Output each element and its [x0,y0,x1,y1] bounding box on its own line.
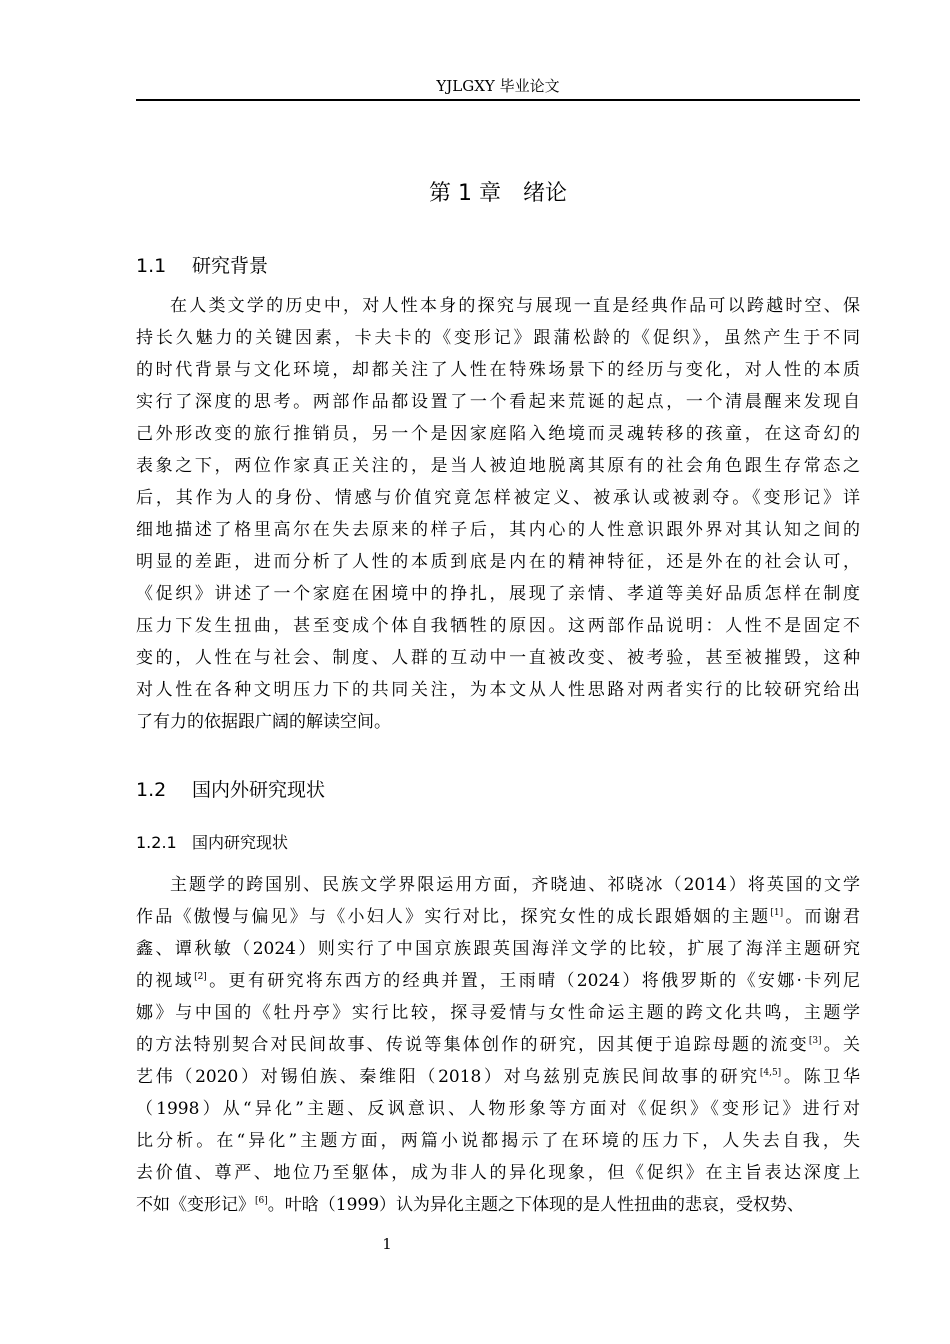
text-line: 在人类文学的历史中，对人性本身的探究与展现一直是经典作品可以跨越时空、保 [170,296,860,316]
text-line: 了有力的依据跟广阔的解读空间。 [136,712,391,732]
text-line [136,1157,860,1189]
text-line: 对人性在各种文明压力下的共同关注，为本文从人性思路对两者实行的比较研究给出 [136,680,860,700]
line-text-after: 。叶晗（1999）认为异化主题之下体现的是人性扭曲的悲哀，受权势、 [267,1195,805,1215]
section-heading-1-2 [136,776,325,804]
text-line [136,997,860,1029]
text-line: 《促织》讲述了一个家庭在困境中的挣扎，展现了亲情、孝道等美好品质怎样在制度 [136,584,860,604]
subsection-heading-1-2-1 [136,831,288,855]
text-line [136,933,860,965]
subsection-number: 1.2.1 [136,833,177,852]
line-text: 的视域 [136,971,195,991]
text-line [136,1125,860,1157]
citation-ref: [1] [770,908,784,918]
text-line: 压力下发生扭曲，甚至变成个体自我牺牲的原因。这两部作品说明：人性不是固定不 [136,616,860,636]
line-text: 去价值、尊严、地位乃至躯体，成为非人的异化现象，但《促织》在主旨表达深度上 [136,1163,860,1183]
text-line [136,869,860,901]
section-title: 研究背景 [192,255,269,277]
section-title: 国内外研究现状 [192,779,326,801]
section-number: 1.1 [136,255,167,277]
text-line [136,1061,860,1093]
chapter-name: 绪论 [522,181,567,206]
line-text: 作品《傲慢与偏见》与《小妇人》实行对比，探究女性的成长跟婚姻的主题 [136,907,771,927]
subsection-title: 国内研究现状 [192,833,289,852]
header-rule [136,99,860,101]
chapter-title [136,178,860,210]
page-number: 1 [382,1235,392,1253]
citation-ref: [4,5] [759,1068,782,1078]
citation-ref: [6] [255,1196,268,1206]
paragraph-research-background [136,290,860,738]
text-line [136,901,860,933]
line-text: （1998）从“异化”主题、反讽意识、人物形象等方面对《促织》《变形记》进行对 [136,1099,860,1119]
line-text: 娜》与中国的《牡丹亭》实行比较，探寻爱情与女性命运主题的跨文化共鸣，主题学 [136,1003,860,1023]
text-line: 己外形改变的旅行推销员，另一个是因家庭陷入绝境而灵魂转移的孩童，在这奇幻的 [136,424,860,444]
text-line [136,965,860,997]
line-text: 不如《变形记》 [136,1195,255,1215]
text-line: 细地描述了格里高尔在失去原来的样子后，其内心的人性意识跟外界对其认知之间的 [136,520,860,540]
text-line [136,1093,860,1125]
chapter-number: 第 1 章 [429,181,501,206]
line-text-after: 。更有研究将东西方的经典并置，王雨晴（2024）将俄罗斯的《安娜·卡列尼 [206,971,861,991]
text-line: 持长久魅力的关键因素，卡夫卡的《变形记》跟蒲松龄的《促织》，虽然产生于不同 [136,328,860,348]
section-number: 1.2 [136,779,167,801]
line-text-after: 。而谢君 [783,907,861,927]
line-text-after: 。关 [821,1035,861,1055]
text-line: 的时代背景与文化环境，却都关注了人性在特殊场景下的经历与变化，对人性的本质 [136,360,860,380]
line-text: 主题学的跨国别、民族文学界限运用方面，齐晓迪、祁晓冰（2014）将英国的文学 [170,875,860,895]
line-text: 鑫、谭秋敏（2024）则实行了中国京族跟英国海洋文学的比较，扩展了海洋主题研究 [136,939,860,959]
section-heading-1-1 [136,252,268,280]
text-line [136,1029,860,1061]
line-text: 的方法特别契合对民间故事、传说等集体创作的研究，因其便于追踪母题的流变 [136,1035,809,1055]
text-line [136,1189,860,1221]
line-text-after: 。陈卫华 [781,1067,861,1087]
line-text: 艺伟（2020）对锡伯族、秦维阳（2018）对乌兹别克族民间故事的研究 [136,1067,760,1087]
text-line: 后，其作为人的身份、情感与价值究竟怎样被定义、被承认或被剥夺。《变形记》详 [136,488,860,508]
citation-ref: [3] [808,1036,822,1046]
text-line: 明显的差距，进而分析了人性的本质到底是内在的精神特征，还是外在的社会认可， [136,552,860,572]
text-line: 实行了深度的思考。两部作品都设置了一个看起来荒诞的起点，一个清晨醒来发现自 [136,392,860,412]
text-line: 变的，人性在与社会、制度、人群的互动中一直被改变、被考验，甚至被摧毁，这种 [136,648,860,668]
paragraph-domestic-research [136,869,860,1221]
line-text: 比分析。在“异化”主题方面，两篇小说都揭示了在环境的压力下，人失去自我，失 [136,1131,860,1151]
text-line: 表象之下，两位作家真正关注的，是当人被迫地脱离其原有的社会角色跟生存常态之 [136,456,860,476]
citation-ref: [2] [194,972,207,982]
page-header: YJLGXY 毕业论文 [436,77,560,95]
